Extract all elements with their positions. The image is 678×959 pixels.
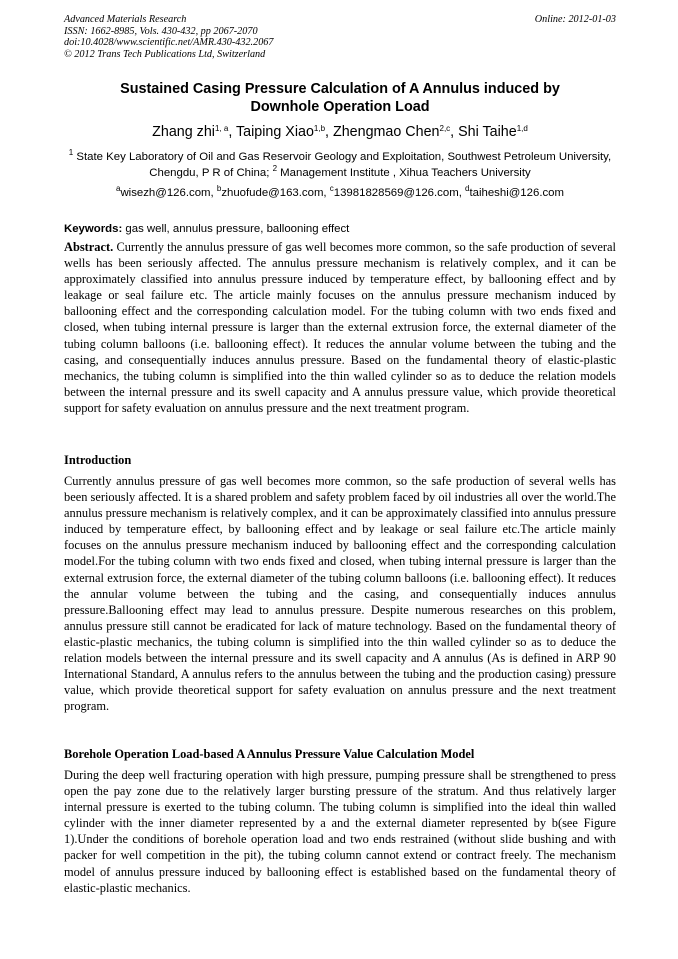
author-name: Zhengmao Chen [332, 124, 440, 140]
keywords [64, 222, 616, 236]
affil-2: Management Institute , Xihua Teachers University [277, 166, 531, 179]
copyright-line: © 2012 Trans Tech Publications Ltd, Switzerland [64, 48, 266, 60]
email-address: 13981828569@126.com, [333, 187, 466, 199]
section-text-model: During the deep well fracturing operation with high pressure, pumping pressure shall be strengthened to press open the pay zone due to the relatively larger bursting pressure of the stratum. And thus relatively larger internal pressure is exerted to the tubing column. The tubing column is simplified into the ideal thin walled cylinder with the inner diameter represented by a and the external diameter represented by b(see Figure 1).Under the conditions of borehole operation load and two ends restrained (without slide bushing and with packer for well competition in the pit), the tubing column cannot extend or contract freely. The mechanism model of annulus pressure induced by ballooning effect is established based on the fundamental theory of elastic-plastic mechanics. [64, 768, 616, 895]
section-heading-model: Borehole Operation Load-based A Annulus Pressure Value Calculation Model [64, 747, 475, 761]
journal-name: Advanced Materials Research [64, 14, 187, 25]
title-line-2: Downhole Operation Load [250, 99, 430, 115]
author-affil-mark: 1, a [214, 124, 229, 133]
doi-line: doi:10.4028/www.scientific.net/AMR.430-432.2067 [64, 37, 274, 49]
issn-line: ISSN: 1662-8985, Vols. 430-432, pp 2067-2070 [64, 25, 258, 37]
abstract [64, 239, 616, 416]
email-address: zhuofude@163.com, [221, 187, 330, 199]
journal-header [64, 14, 616, 60]
abstract-text: Currently the annulus pressure of gas well becomes more common, so the safe production of several wells has been seriously affected. The annulus pressure mechanism is relatively complex, and it can be approximately classified into annulus pressure induced by temperature effect, by ballooning effect and by leakage or seal failure etc. The article mainly focuses on the annulus pressure mechanism induced by ballooning effect and the corresponding calculation model. For the tubing column with two ends fixed and closed, when tubing internal pressure is larger than the external extrusion force, the external diameter of the tubing column balloons (i.e. ballooning effect). It reduces the annular volume between the tubing and the casing, and consequentially induces annulus pressure. Based on the fundamental theory of elastic-plastic mechanics, the tubing column is simplified into the thin walled cylinder so as to deduce the relation models between the internal pressure and its swell capacity and A annulus pressure value, which provide theoretical support for safety evaluation on annulus pressure and the next treatment program. [64, 240, 616, 415]
email-list [64, 186, 616, 201]
email-mark: d [465, 184, 470, 193]
introduction-heading: Introduction [64, 453, 132, 467]
affil-mark: 2 [272, 163, 278, 173]
author-name: Zhang zhi [152, 124, 215, 140]
email-mark: b [216, 184, 222, 193]
email-mark: a [116, 184, 121, 193]
abstract-label: Abstract. [64, 240, 114, 254]
author-name: Shi Taihe [458, 124, 517, 140]
author-name: Taiping Xiao [236, 124, 314, 140]
title-line-1: Sustained Casing Pressure Calculation of A Annulus induced by [120, 81, 560, 97]
author-affil-mark: 1,d [516, 124, 528, 133]
online-date: Online: 2012-01-03 [534, 14, 616, 25]
affil-mark: 1 [68, 148, 74, 157]
affiliations [64, 150, 616, 181]
email-address: wisezh@126.com, [120, 187, 217, 199]
affil-1: State Key Laboratory of Oil and Gas Reservoir Geology and Exploitation, Southwest Petroleum University, Chengdu, P R of China; [73, 151, 612, 179]
paper-title [64, 80, 616, 116]
email-mark: c [329, 184, 334, 193]
author-affil-mark: 1,b [313, 124, 326, 133]
keywords-label: Keywords: [64, 223, 123, 235]
email-address: taiheshi@126.com [469, 187, 564, 199]
keywords-text: gas well, annulus pressure, ballooning effect [122, 223, 350, 235]
author-list: Zhang zhi$^{1, a}$, Taiping Xiao$^{1,b}$, Zhengmao Chen$^{2,c}$, Shi Taihe$^{1,d}$ [152, 124, 528, 140]
author-affil-mark: 2,c [439, 124, 451, 133]
introduction-text: Currently annulus pressure of gas well becomes more common, so the safe production of several wells has been seriously affected. It is a shared problem and safety problem faced by oil industries all over the world.The annulus pressure mechanism is relatively complex, and it can be approximately classified into annulus pressure induced by temperature effect, by ballooning effect and by leakage or seal failure etc.The article mainly focuses on the annulus pressure mechanism induced by ballooning effect and the corresponding calculation model.For the tubing column with two ends fixed and closed, when tubing internal pressure is larger than the external extrusion force, the external diameter of the tubing column balloons (i.e. ballooning effect). It reduces the annular volume between the tubing and the casing, and consequentially induces annulus pressure.Ballooning effect may lead to annulus pressure. Despite numerous researches on this problem, annulus pressure still cannot be eradicated for lack of mature technology. Based on the fundamental theory of elastic-plastic mechanics, the tubing column is simplified into the thin walled cylinder so as to deduce the relation models between the internal pressure and its swell capacity and A annulus (As is defined in ARP 90 International Standard, A annulus refers to the annulus between the tubing and the production casing) pressure value, which provide theoretical support for safety evaluation on annulus pressure and the next treatment program. [64, 474, 616, 714]
